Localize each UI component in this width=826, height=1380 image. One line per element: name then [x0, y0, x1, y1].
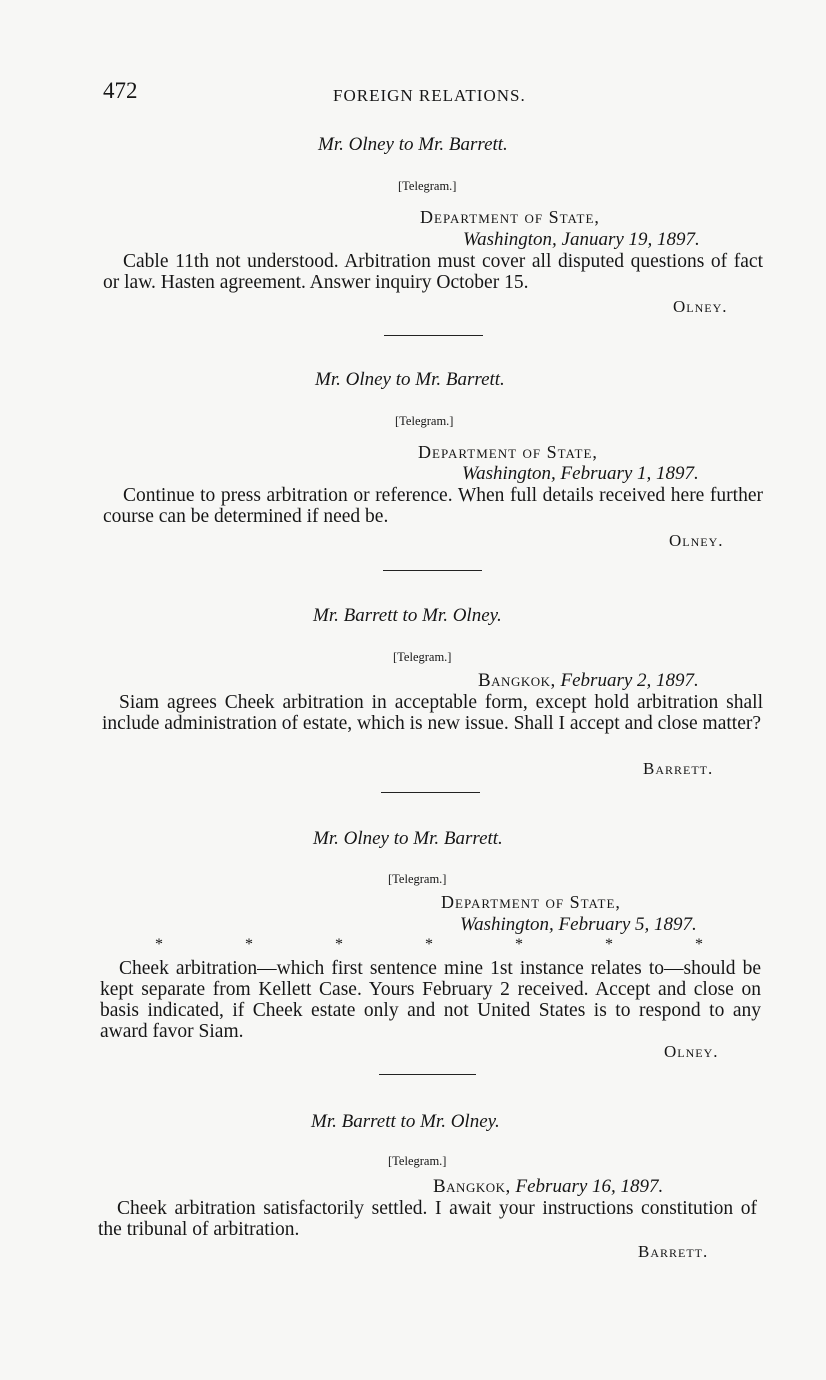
sender-place-date: [478, 670, 699, 692]
telegram-body: [98, 1198, 757, 1240]
telegram-text: Cheek arbitration satisfactorily settled. I await your instructions constitution of the tribunal of arbitration.: [98, 1198, 757, 1240]
telegram-title: Mr. Olney to Mr. Barrett.: [315, 369, 505, 390]
sender-date: February 2, 1897.: [560, 670, 699, 691]
section-divider: [383, 570, 482, 571]
signature: Olney.: [673, 297, 728, 316]
star: *: [245, 936, 253, 953]
telegram-title: Mr. Barrett to Mr. Olney.: [313, 605, 502, 626]
section-divider: [379, 1074, 476, 1075]
telegram-body: [103, 251, 763, 293]
signature: Olney.: [664, 1042, 719, 1061]
telegram-body: [102, 692, 763, 734]
telegram-label: [Telegram.]: [398, 179, 457, 193]
sender-place-date: [433, 1176, 663, 1198]
telegram-label: [Telegram.]: [395, 414, 454, 428]
sender-department: Department of State,: [441, 892, 621, 912]
telegram-title: Mr. Olney to Mr. Barrett.: [318, 134, 508, 155]
sender-place-date: Washington, February 5, 1897.: [460, 914, 697, 935]
sender-city: Bangkok,: [433, 1176, 511, 1197]
telegram-title: Mr. Barrett to Mr. Olney.: [311, 1111, 500, 1132]
telegram-text: Siam agrees Cheek arbitration in acceptable form, except hold arbitration shall include administration of estate, which is new issue. Shall I accept and close matter?: [102, 692, 763, 734]
section-divider: [381, 792, 480, 793]
section-divider: [384, 335, 483, 336]
star: *: [335, 936, 343, 953]
telegram-label: [Telegram.]: [393, 650, 452, 664]
telegram-title: Mr. Olney to Mr. Barrett.: [313, 828, 503, 849]
signature: Olney.: [669, 531, 724, 550]
star: *: [155, 936, 163, 953]
telegram-label: [Telegram.]: [388, 872, 447, 886]
sender-department: Department of State,: [420, 207, 600, 227]
sender-department: Department of State,: [418, 442, 598, 462]
star: *: [425, 936, 433, 953]
page-number: 472: [103, 78, 138, 103]
signature: Barrett.: [643, 759, 714, 778]
sender-date: February 16, 1897.: [515, 1176, 664, 1197]
running-head: FOREIGN RELATIONS.: [333, 86, 526, 105]
telegram-text: Cheek arbitration—which first sentence mine 1st instance relates to—should be kept separate from Kellett Case. Yours February 2 received. Accept and close on basis indicated, if Cheek estate only and not United States is to respond to any award favor Siam.: [100, 958, 761, 1042]
telegram-text: Continue to press arbitration or reference. When full details received here further course can be determined if need be.: [103, 485, 763, 527]
telegram-text: Cable 11th not understood. Arbitration must cover all disputed questions of fact or law. Hasten agreement. Answer inquiry October 15.: [103, 251, 763, 293]
sender-place-date: Washington, February 1, 1897.: [462, 463, 699, 484]
telegram-body: [100, 958, 761, 1042]
star: *: [605, 936, 613, 953]
telegram-label: [Telegram.]: [388, 1154, 447, 1168]
sender-place-date: Washington, January 19, 1897.: [463, 229, 700, 250]
sender-city: Bangkok,: [478, 670, 556, 691]
ellipsis-stars: [155, 936, 703, 954]
star: *: [515, 936, 523, 953]
telegram-body: [103, 485, 763, 527]
signature: Barrett.: [638, 1242, 709, 1261]
star: *: [695, 936, 703, 953]
